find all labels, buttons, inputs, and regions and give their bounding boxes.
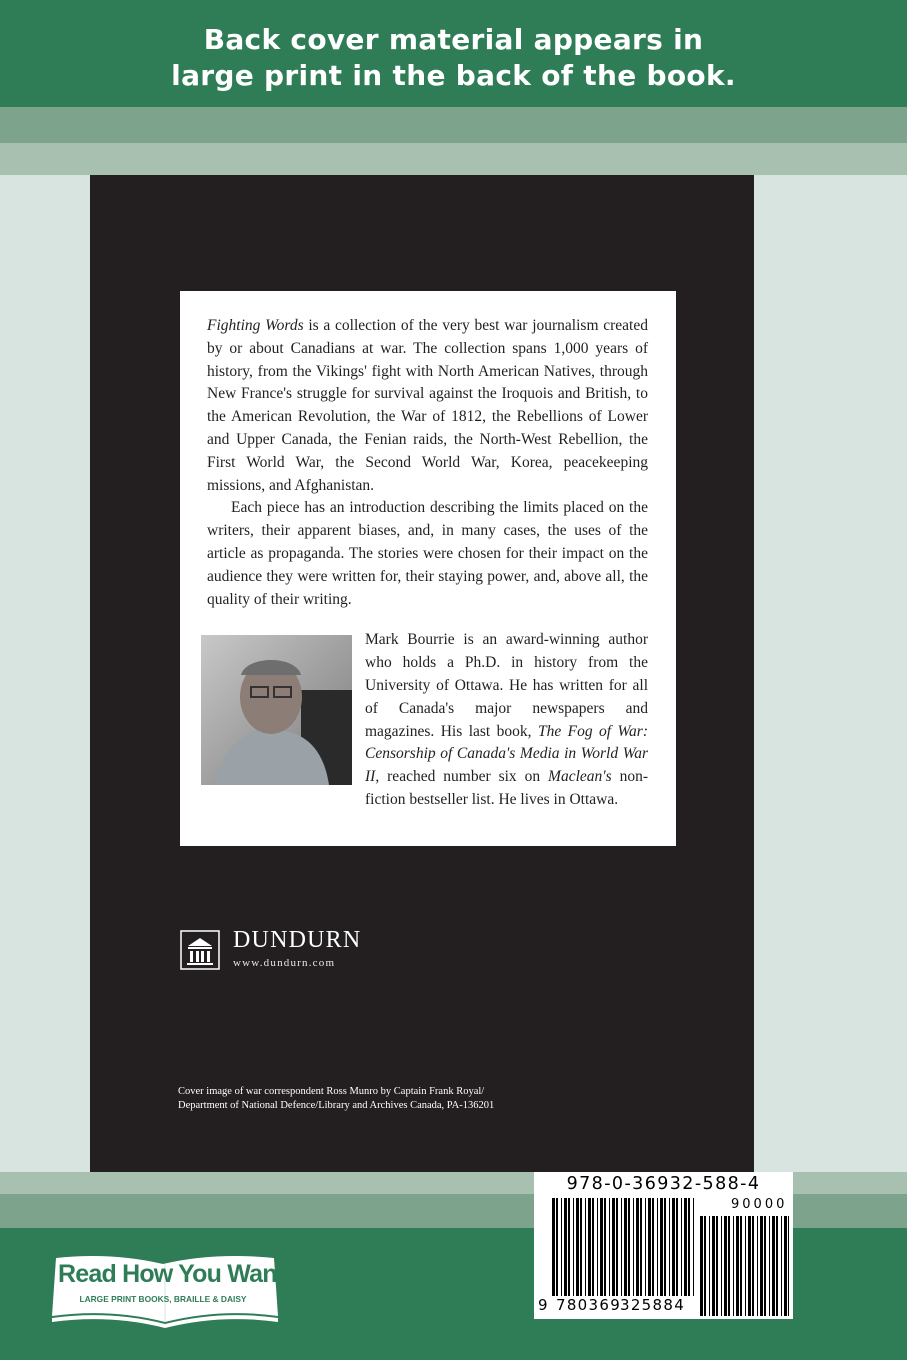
blurb-box [180,291,676,846]
publisher-logo [180,929,400,973]
price-code: 90000 [731,1197,788,1212]
blurb-paragraph-1-text: is a collection of the very best war journalism created by or about Canadians at war. The collection spans 1,000 years of history, from the Vikings' fight with North American Natives, through New France's struggle for survival against the Iroquois and British, to the American Revolution, the War of 1812, the Rebellions of Lower and Upper Canada, the Fenian raids, the North-West Rebellion, the First World War, the Second World War, Korea, peacekeeping missions, and Afghanistan. [207,317,648,494]
bio-text-part-3: non-fiction bestseller list. He lives in Ottawa. [365,768,648,808]
bio-text-part-2: , reached number six on [375,768,549,786]
barcode-right-digits: 325884 [620,1296,686,1314]
bio-text-part-1: Mark Bourrie is an award-winning author who holds a Ph.D. in history from the University of Ottawa. He has written for all of Canada's major newspapers and magazines. His last book, [365,631,648,740]
cover-image-credit [178,1085,578,1113]
publisher-url: www.dundurn.com [233,957,336,969]
read-how-you-want-logo [52,1256,285,1340]
publisher-name: DUNDURN [233,927,362,953]
credit-line-2: Department of National Defence/Library and Archives Canada, PA-136201 [178,1100,495,1111]
brand-tagline: LARGE PRINT BOOKS, BRAILLE & DAISY [79,1294,247,1304]
dundurn-building-icon [180,930,220,970]
notice-line-2: large print in the back of the book. [171,59,736,92]
barcode-left-digits: 780369 [556,1296,622,1314]
credit-line-1: Cover image of war correspondent Ross Munro by Captain Frank Royal/ [178,1086,485,1097]
blurb-paragraph-2: Each piece has an introduction describing the limits placed on the writers, their apparent biases, and, in many cases, the uses of the article as propaganda. The stories were chosen for their impact on the audience they were written for, their staying power, and, above all, the quality of their writing. [207,499,648,608]
stripe-upper-light [0,143,907,175]
top-banner [0,0,907,107]
barcode-first-digit: 9 [538,1296,548,1314]
bio-text [365,629,648,811]
author-photo [201,635,352,785]
isbn-label: 978-0-36932-588-4 [566,1174,761,1194]
brand-name: Read How You Want [58,1260,285,1288]
notice-line-1: Back cover material appears in [203,23,704,56]
author-bio [207,629,648,808]
blurb-paragraph-1 [207,315,648,497]
barcode-box [534,1172,793,1319]
stripe-upper-dark [0,107,907,143]
book-title: Fighting Words [207,317,304,334]
bio-magazine-name: Maclean's [548,768,612,786]
bio-book-title: The Fog of War: Censorship of Canada's Media in World War II [365,722,648,786]
large-print-notice [0,22,907,94]
